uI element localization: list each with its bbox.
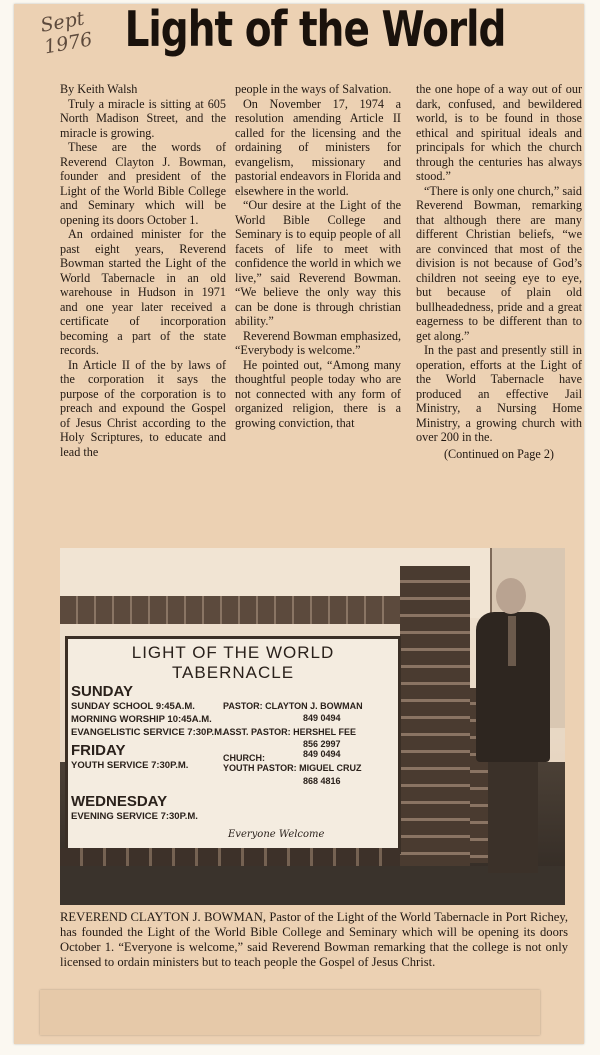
paragraph: people in the ways of Salvation. [235, 82, 392, 96]
sign-morning-worship: MORNING WORSHIP 10:45A.M. [71, 714, 212, 725]
sign-evangelistic: EVANGELISTIC SERVICE 7:30P.M. [71, 727, 225, 738]
paragraph: In the past and presently still in operation, efforts at the Light of the World Tabernacle have produced an effective Jail Ministry, a Nursing Home Ministry, a growing church with over 200 in the. [416, 343, 582, 444]
sign-sunday-school: SUNDAY SCHOOL 9:45A.M. [71, 701, 195, 712]
column-3 [416, 82, 582, 461]
paragraph: An ordained minister for the past eight years, Reverend Bowman started the Light of the World Tabernacle in an old warehouse in Hudson in 1971 and one year later received a certificate of incorporation becoming a part of the state records. [60, 227, 226, 357]
photo-reverend-legs [488, 758, 538, 873]
photo-reverend-tie [508, 616, 516, 666]
paragraph: Truly a miracle is sitting at 605 North Madison Street, and the miracle is growing. [60, 96, 226, 140]
sign-pastor-phone: 849 0494 [303, 713, 341, 723]
paragraph: “Our desire at the Light of the World Bible College and Seminary is to equip people of all facets of life to meet with confidence the world in which we live,” said Reverend Bowman. “We believe the only way this can be done is through christian ability.” [235, 198, 401, 328]
sign-youth-phone: 868 4816 [303, 776, 341, 786]
handwritten-month: Sept [38, 7, 86, 37]
byline: By Keith Walsh [60, 82, 138, 96]
church-sign [65, 636, 401, 854]
paragraph: the one hope of a way out of our dark, confused, and bewildered world, is to be found in those ethical and spiritual ideals and principals for which the church through the centuries has always stood.” [416, 82, 582, 183]
paragraph: “There is only one church,” said Reverend Bowman, remarking that although there are many different Christian beliefs, “we are convinced that most of the division is not because of God’s children not seeing eye to eye, but because of plain old bullheadedness, pride and a great eagerness to be different than to get along.” [416, 183, 582, 343]
sign-youth-pastor: YOUTH PASTOR: MIGUEL CRUZ [223, 763, 362, 773]
sign-asst-phone: 856 2997 [303, 739, 341, 749]
sign-pastor: PASTOR: CLAYTON J. BOWMAN [223, 701, 363, 711]
paragraph: On November 17, 1974 a resolution amending Article II called for the licensing and the ordaining of ministers for evangelism, missionary and pastorial endeavors in Florida and elsewhere in the world. [235, 96, 401, 198]
sign-subtitle: TABERNACLE [171, 663, 295, 682]
paragraph: In Article II of the by laws of the corporation it says the purpose of the corporation is to preach and expound the Gospel of Jesus Christ according to the Holy Scriptures, to educate and lead the [60, 357, 226, 459]
column-1 [60, 82, 226, 459]
sign-church-phone: 849 0494 [303, 749, 341, 759]
sign-youth-service: YOUTH SERVICE 7:30P.M. [71, 760, 189, 771]
sign-church: CHURCH: [223, 753, 265, 763]
photo-brick-pillar [400, 566, 470, 866]
clipping-scrap [40, 990, 540, 1035]
handwritten-year: 1976 [42, 28, 95, 59]
paragraph: He pointed out, “Among many thoughtful people today who are not connected with any form of organized religion, there is a growing conviction, that [235, 357, 401, 430]
headline: Light of the World [124, 2, 506, 59]
photo [60, 548, 565, 905]
photo-caption: REVEREND CLAYTON J. BOWMAN, Pastor of the Light of the World Tabernacle in Port Richey, has founded the Light of the World Bible College and Seminary which will be opening its doors October 1. “Everyone is welcome,” said Reverend Bowman remarking that the college is not only licensed to ordain ministers but to teach people the Gospel of Jesus Christ. [60, 910, 568, 969]
photo-brick-top [60, 596, 400, 624]
sign-welcome: Everyone Welcome [228, 829, 325, 840]
sign-asst-pastor: ASST. PASTOR: HERSHEL FEE [223, 727, 357, 737]
sign-friday: FRIDAY [71, 742, 126, 759]
sign-title: LIGHT OF THE WORLD [131, 643, 335, 662]
column-2 [235, 82, 401, 430]
sign-evening-service: EVENING SERVICE 7:30P.M. [71, 811, 198, 822]
paragraph: These are the words of Reverend Clayton J. Bowman, founder and president of the Light of the World Bible College and Seminary which will be opening its doors October 1. [60, 140, 226, 227]
photo-reverend [468, 578, 558, 878]
photo-reverend-head [496, 578, 526, 614]
sign-sunday: SUNDAY [71, 683, 133, 700]
paragraph: Reverend Bowman emphasized, “Everybody is welcome.” [235, 328, 401, 357]
sign-wednesday: WEDNESDAY [71, 793, 168, 810]
continued-note: (Continued on Page 2) [443, 446, 554, 461]
